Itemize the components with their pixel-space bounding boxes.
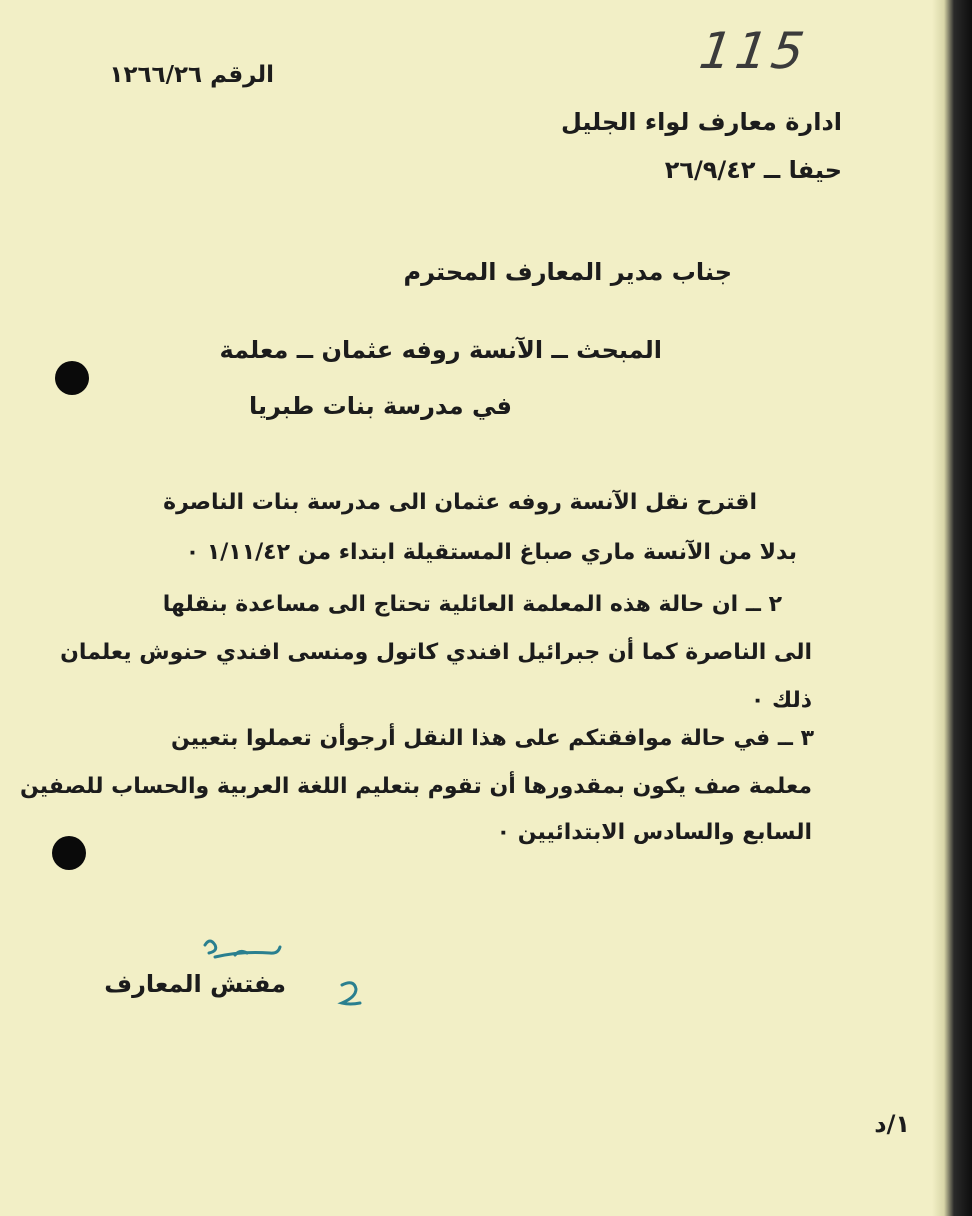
reference-number: الرقم ١٢٦٦/٢٦ — [109, 62, 274, 88]
subject-line-2: في مدرسة بنات طبريا — [248, 392, 512, 420]
body-p2-line3: ذلك ٠ — [750, 688, 812, 713]
punch-hole-top — [55, 361, 89, 395]
signature-mark — [330, 975, 370, 1015]
body-p2-line2: الى الناصرة كما أن جبرائيل افندي كاتول ومنسى افندي حنوش يعلمان — [60, 640, 812, 665]
subject-line-1: المبحث ــ الآنسة روفه عثمان ــ معلمة — [219, 336, 662, 364]
initials: ١/د — [874, 1110, 910, 1138]
sender-office: ادارة معارف لواء الجليل — [560, 108, 842, 136]
place-date: حيفا ــ ٢٦/٩/٤٢ — [664, 156, 842, 184]
body-p2-line1: ٢ ــ ان حالة هذه المعلمة العائلية تحتاج الى مساعدة بنقلها — [162, 592, 782, 617]
body-p1-line2: بدلا من الآنسة ماري صباغ المستقيلة ابتداء من ١/١١/٤٢ ٠ — [185, 540, 797, 565]
handwritten-signature — [195, 935, 285, 975]
body-p1-line1: اقترح نقل الآنسة روفه عثمان الى مدرسة بنات الناصرة — [163, 490, 757, 515]
archive-number: 115 — [695, 22, 812, 80]
signatory-title: مفتش المعارف — [104, 970, 286, 998]
addressee: جناب مدير المعارف المحترم — [403, 258, 732, 286]
body-p3-line1: ٣ ــ في حالة موافقتكم على هذا النقل أرجوأن تعملوا بتعيين — [170, 726, 814, 751]
body-p3-line2: معلمة صف يكون بمقدورها أن تقوم بتعليم اللغة العربية والحساب للصفين — [19, 774, 812, 799]
punch-hole-bottom — [52, 836, 86, 870]
body-p3-line3: السابع والسادس الابتدائيين ٠ — [496, 820, 812, 845]
scan-shadow — [932, 0, 972, 1216]
